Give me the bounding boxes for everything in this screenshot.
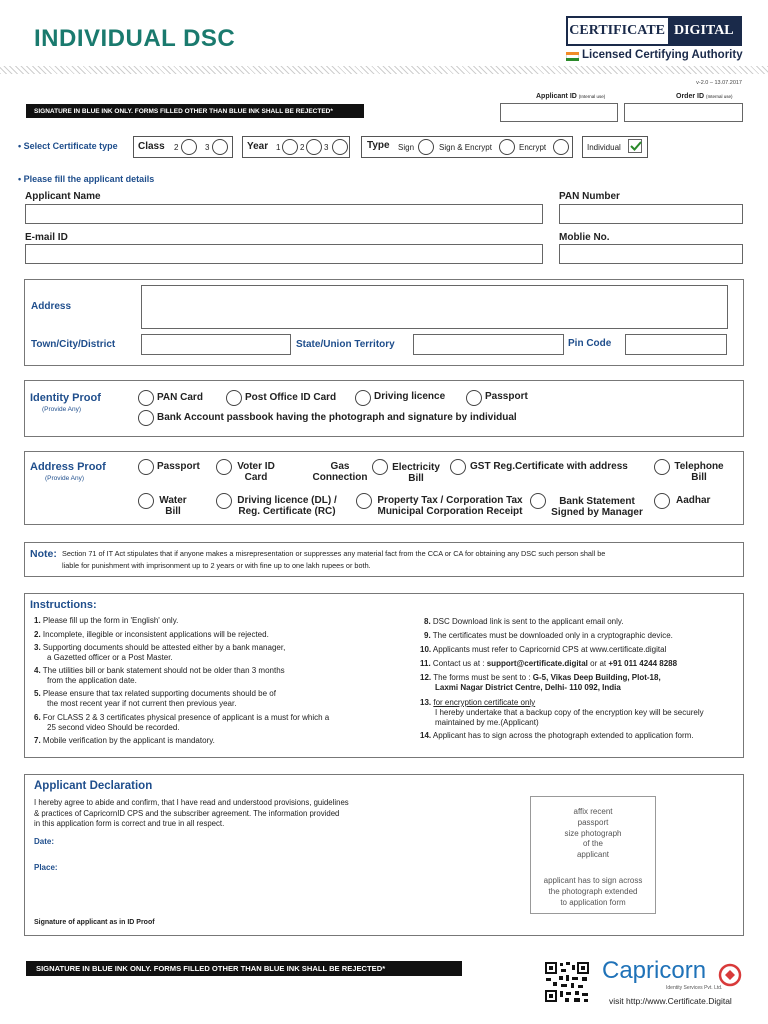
photo-instructions: affix recent passport size photograph of the applicant [564,807,622,860]
id-pan-card-label: PAN Card [157,392,203,403]
ink-warning-banner-bottom: SIGNATURE IN BLUE INK ONLY. FORMS FILLED OTHER THAN BLUE INK SHALL BE REJECTED* [26,961,462,976]
state-field[interactable] [413,334,564,355]
addr-property-tax-radio[interactable] [356,493,372,509]
id-passport-radio[interactable] [466,390,482,406]
identity-proof-sub: (Provide Any) [42,406,82,413]
qr-code-icon [544,961,590,1003]
addr-voter-id-radio[interactable] [216,459,232,475]
licensed-authority: Licensed Certifying Authority [582,49,743,61]
identity-proof-title: Identity Proof [30,392,101,404]
state-label: State/Union Territory [296,339,395,350]
instr-item-1: 1. Please fill up the form in 'English' only. [34,616,179,625]
town-label: Town/City/District [31,339,116,350]
instr-item-8: 8. DSC Download link is sent to the applicant email only. [424,617,624,626]
class-label: Class [138,141,165,152]
addr-electricity-label: Electricity Bill [392,462,440,484]
mobile-label: Moblie No. [559,232,610,243]
addr-property-tax-label: Property Tax / Corporation Tax Municipal Corporation Receipt [377,495,523,517]
addr-gas-label: Gas Connection [312,461,368,483]
visit-website: visit http://www.Certificate.Digital [609,996,732,1006]
addr-gst-radio[interactable] [450,459,466,475]
capricorn-brand: Capricorn [602,957,707,984]
email-field[interactable] [25,244,543,264]
addr-water-label: Water Bill [159,495,187,517]
india-flag-icon [566,52,579,61]
addr-telephone-label: Telephone Bill [674,461,724,483]
pan-number-label: PAN Number [559,191,620,202]
type-encrypt-radio[interactable] [553,139,569,155]
type-label: Type [367,140,390,151]
declaration-title: Applicant Declaration [34,780,153,792]
order-id-label: Order ID (Internal use) [676,93,733,100]
capricorn-sub: Identity Services Pvt. Ltd. [666,985,723,991]
mobile-field[interactable] [559,244,743,264]
version-text: v-2.0 – 13.07.2017 [696,80,742,86]
applicant-id-field[interactable] [500,103,618,122]
address-proof-sub: (Provide Any) [45,475,85,482]
class-2-radio[interactable] [181,139,197,155]
header-hatch [0,66,768,74]
class-3-label: 3 [205,143,210,152]
class-2-label: 2 [174,143,179,152]
ink-warning-banner-top: SIGNATURE IN BLUE INK ONLY. FORMS FILLED OTHER THAN BLUE INK SHALL BE REJECTED* [26,104,364,118]
photo-sign-instructions: applicant has to sign across the photograph extended to application form [543,876,643,907]
type-sign-encrypt-label: Sign & Encrypt [439,143,492,152]
addr-driving-licence-label: Driving licence (DL) / Reg. Certificate (RC) [237,495,337,517]
addr-aadhar-label: Aadhar [676,495,711,506]
year-1-label: 1 [276,143,281,152]
date-label: Date: [34,837,55,846]
addr-telephone-radio[interactable] [654,459,670,475]
signature-label: Signature of applicant as in ID Proof [34,919,155,926]
addr-driving-licence-radio[interactable] [216,493,232,509]
type-sign-label: Sign [398,143,415,152]
note-panel [24,542,744,577]
declaration-text: I hereby agree to abide and confirm, that I have read and understood provisions, guidelines & practices of CapricornID CPS and the subscriber agreement. The information provided in this application form is correct and true in all respect. [34,798,349,828]
instr-item-12: 12. The forms must be sent to : G-5, Vikas Deep Building, Plot-18, Laxmi Nagar District Centre, Delhi- 110 092, India [420,673,661,692]
type-encrypt-label: Encrypt [519,143,547,152]
addr-voter-id-label: Voter ID Card [237,461,275,483]
instr-item-6: 6. For CLASS 2 & 3 certificates physical presence of applicant is a must for which a 25 second video Should be recorded. [34,713,330,732]
year-1-radio[interactable] [282,139,298,155]
fill-details-label: • Please fill the applicant details [18,174,155,184]
year-3-radio[interactable] [332,139,348,155]
pin-code-label: Pin Code [568,338,612,349]
instr-item-14: 14. Applicant has to sign across the photograph extended to application form. [420,731,694,740]
individual-label: Individual [587,143,621,152]
instr-item-11: 11. Contact us at : support@certificate.digital or at +91 011 4244 8288 [420,659,678,668]
note-label: Note: [30,548,57,560]
addr-passport-label: Passport [157,461,200,472]
individual-checkbox[interactable] [628,139,642,153]
addr-bank-statement-label: Bank Statement Signed by Manager [551,496,643,518]
instr-item-7: 7. Mobile verification by the applicant is mandatory. [34,736,215,745]
addr-passport-radio[interactable] [138,459,154,475]
id-passport-label: Passport [485,391,528,402]
year-2-label: 2 [300,143,305,152]
instr-item-10: 10. Applicants must refer to Capricornid CPS at www.certificate.digital [420,645,667,654]
class-3-radio[interactable] [212,139,228,155]
capricorn-logo-icon [718,963,742,987]
type-sign-encrypt-radio[interactable] [499,139,515,155]
address-field[interactable] [141,285,728,329]
type-sign-radio[interactable] [418,139,434,155]
town-field[interactable] [141,334,291,355]
certificate-digital-logo: CERTIFICATE DIGITAL [566,16,742,46]
place-label: Place: [34,863,58,872]
applicant-name-field[interactable] [25,204,543,224]
pan-number-field[interactable] [559,204,743,224]
note-text-1: Section 71 of IT Act stipulates that if anyone makes a misrepresentation or suppresses any material fact from the CCA or CA for obtaining any DSC such person shall be [62,549,606,558]
note-text-2: liable for punishment with imprisonment up to 2 years or with fine up to one lakh rupees or both. [62,561,371,570]
check-icon [629,139,643,153]
instr-item-3: 3. Supporting documents should be attested either by a bank manager, a Gazetted officer or a Post Master. [34,643,286,662]
instr-item-2: 2. Incomplete, illegible or inconsistent applications will be rejected. [34,630,269,639]
select-certificate-label: • Select Certificate type [18,141,118,151]
email-label: E-mail ID [25,232,68,243]
instr-item-5: 5. Please ensure that tax related supporting documents should be of the most recent year if not current then previous year. [34,689,276,708]
id-post-office-label: Post Office ID Card [245,392,337,403]
address-label: Address [31,301,72,312]
year-label: Year [247,141,269,152]
id-driving-licence-label: Driving licence [374,391,446,402]
id-pan-card-radio[interactable] [138,390,154,406]
addr-electricity-radio[interactable] [372,459,388,475]
addr-aadhar-radio[interactable] [654,493,670,509]
instructions-title: Instructions: [30,599,97,611]
identity-proof-panel [24,380,744,437]
instr-item-4: 4. The utilities bill or bank statement should not be older than 3 months from the application date. [34,666,285,685]
applicant-name-label: Applicant Name [25,191,101,202]
page-title: INDIVIDUAL DSC [34,25,236,52]
pin-code-field[interactable] [625,334,727,355]
id-driving-licence-radio[interactable] [355,390,371,406]
year-3-label: 3 [324,143,329,152]
instr-item-9: 9. The certificates must be downloaded only in a cryptographic device. [424,631,673,640]
order-id-field[interactable] [624,103,743,122]
address-proof-title: Address Proof [30,461,106,473]
addr-gst-label: GST Reg.Certificate with address [470,461,628,472]
instr-item-13: 13. for encryption certificate only I hereby undertake that a backup copy of the encryption key will be securely maintained by me.(Applicant) [420,698,704,727]
id-bank-passbook-radio[interactable] [138,410,154,426]
year-2-radio[interactable] [306,139,322,155]
id-bank-passbook-label: Bank Account passbook having the photograph and signature by individual [157,412,517,423]
id-post-office-radio[interactable] [226,390,242,406]
applicant-id-label: Applicant ID (Internal use) [536,93,606,100]
addr-bank-statement-radio[interactable] [530,493,546,509]
